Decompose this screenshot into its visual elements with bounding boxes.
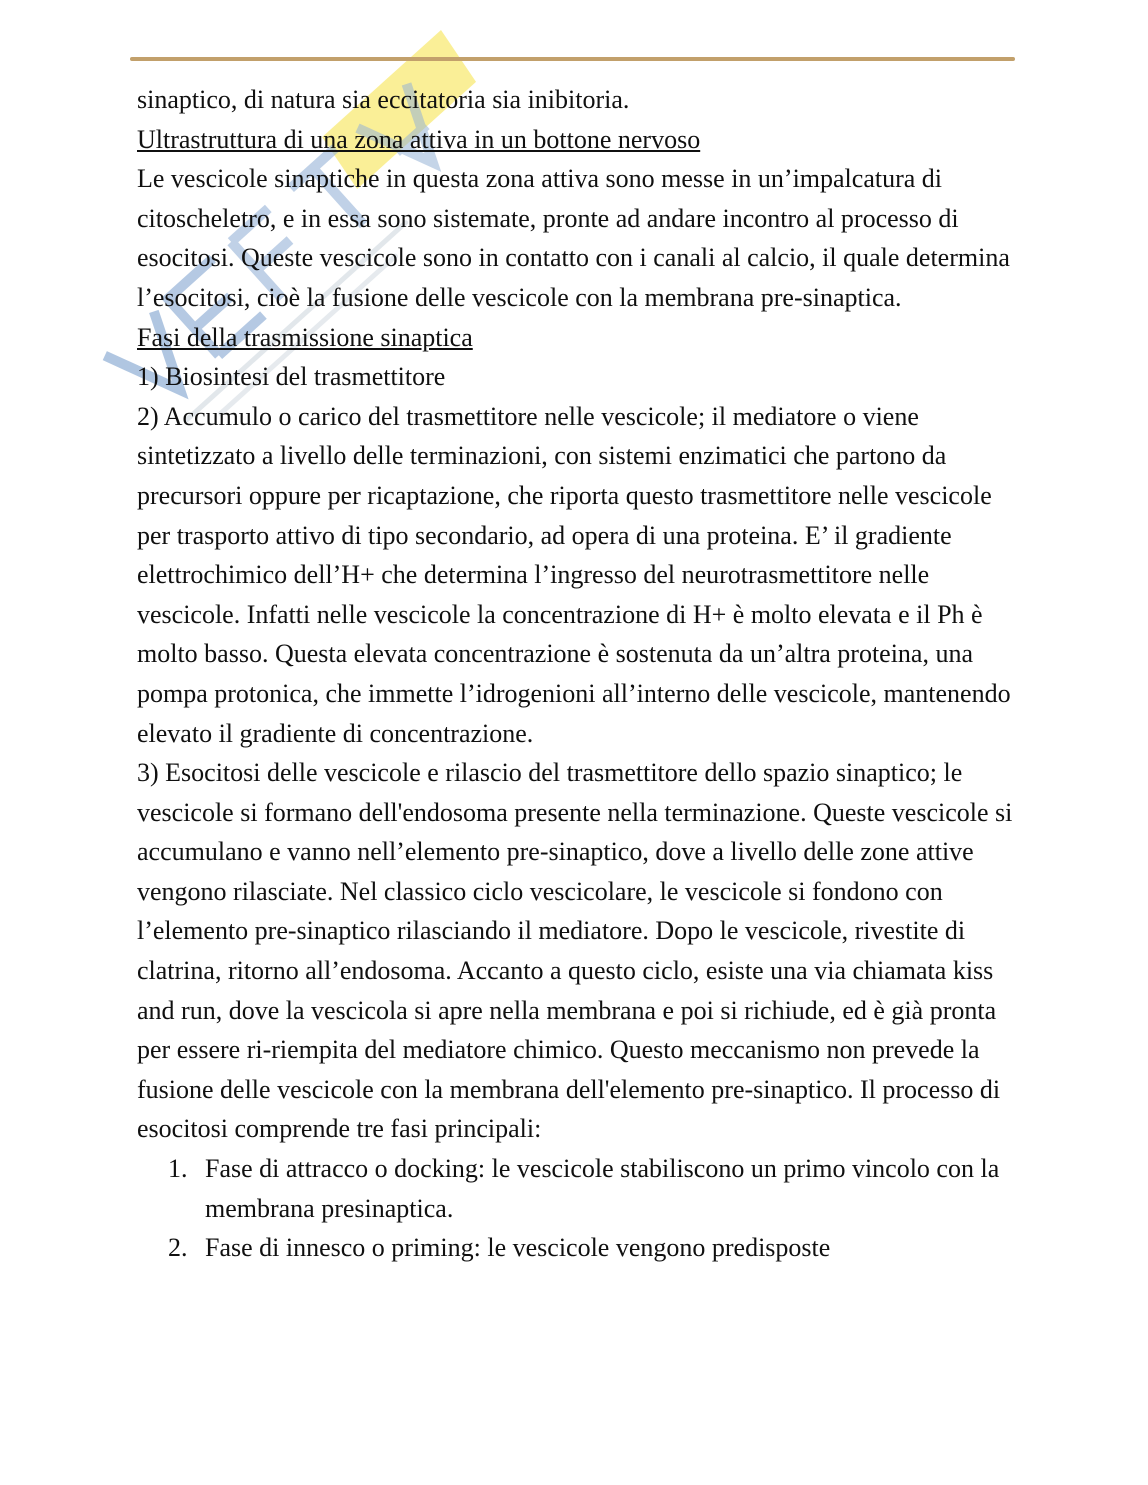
document-body: [137, 80, 1013, 1268]
paragraph-fase-1: 1) Biosintesi del trasmettitore: [137, 362, 446, 392]
list-item: [168, 1149, 1013, 1228]
numbered-list: [137, 1149, 1013, 1268]
section-heading-fasi: Fasi della trasmissione sinaptica: [137, 322, 473, 352]
paragraph-vescicole: Le vescicole sinaptiche in questa zona attiva sono messe in un’impalcatura di citoscheletro, e in essa sono sistemate, pronte ad andare incontro al processo di esocitosi. Queste vescicole sono in contatto con i canali al calcio, il quale determina l’esocitosi, cioè la fusione delle vescicole con la membrana pre-sinaptica.: [137, 164, 1010, 312]
list-item-number: 1.: [168, 1154, 188, 1184]
top-rule: [130, 57, 1015, 61]
list-item-text: Fase di attracco o docking: le vescicole stabiliscono un primo vincolo con la membrana presinaptica.: [205, 1154, 1000, 1223]
paragraph-fase-2: 2) Accumulo o carico del trasmettitore nelle vescicole; il mediatore o viene sintetizzato a livello delle terminazioni, con sistemi enzimatici che partono da precursori oppure per ricaptazione, che riporta questo trasmettitore nelle vescicole per trasporto attivo di tipo secondario, ad opera di una proteina. E’ il gradiente elettrochimico dell’H+ che determina l’ingresso del neurotrasmettitore nelle vescicole. Infatti nelle vescicole la concentrazione di H+ è molto elevata e il Ph è molto basso. Questa elevata concentrazione è sostenuta da un’altra proteina, una pompa protonica, che immette l’idrogenioni all’interno delle vescicole, mantenendo elevato il gradiente di concentrazione.: [137, 401, 1011, 748]
paragraph-intro: sinaptico, di natura sia eccitatoria sia inibitoria.: [137, 85, 630, 114]
section-heading-ultrastruttura: Ultrastruttura di una zona attiva in un bottone nervoso: [137, 124, 701, 154]
list-item-text: Fase di innesco o priming: le vescicole vengono predisposte: [205, 1233, 831, 1263]
list-item: [168, 1228, 1013, 1268]
list-item-number: 2.: [168, 1233, 188, 1263]
paragraph-fase-3: 3) Esocitosi delle vescicole e rilascio del trasmettitore dello spazio sinaptico; le vescicole si formano dell'endosoma presente nella terminazione. Queste vescicole si accumulano e vanno nell’elemento pre-sinaptico, dove a livello delle zone attive vengono rilasciate. Nel classico ciclo vescicolare, le vescicole si fondono con l’elemento pre-sinaptico rilasciando il mediatore. Dopo le vescicole, rivestite di clatrina, ritorno all’endosoma. Accanto a questo ciclo, esiste una via chiamata kiss and run, dove la vescicola si apre nella membrana e poi si richiude, ed è già pronta per essere ri-riempita del mediatore chimico. Questo meccanismo non prevede la fusione delle vescicole con la membrana dell'elemento pre-sinaptico. Il processo di esocitosi comprende tre fasi principali:: [137, 758, 1013, 1144]
